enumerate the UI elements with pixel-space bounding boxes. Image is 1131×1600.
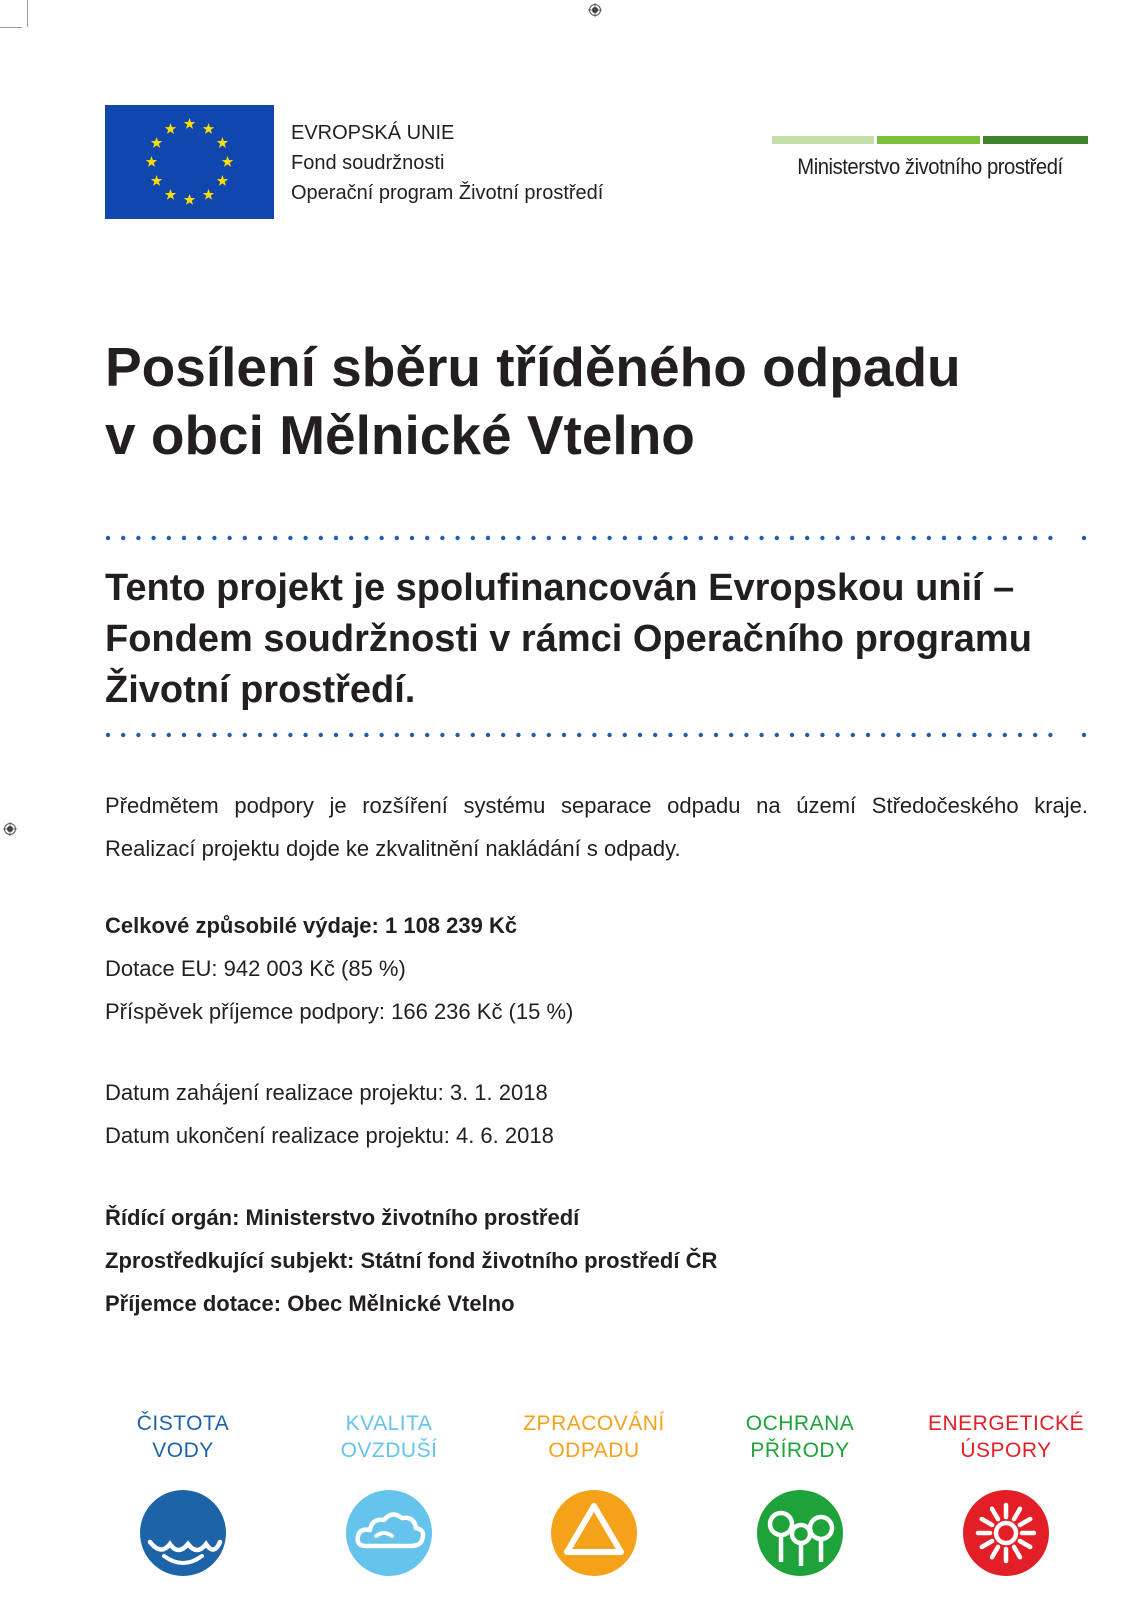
funding-line: Životní prostředí.	[105, 669, 416, 711]
priority-label-line: ČISTOTA	[136, 1412, 230, 1435]
priority-label-line: ODPADU	[548, 1439, 640, 1462]
cloud-icon	[346, 1490, 432, 1576]
title-line: Posílení sběru tříděného odpadu	[105, 336, 961, 398]
priority-air	[289, 1410, 489, 1464]
end-date: Datum ukončení realizace projektu: 4. 6. 2018	[105, 1123, 554, 1148]
project-subject: Předmětem podpory je rozšíření systému separace odpadu na území Středočeského kraje. Realizací projektu dojde ke zkvalitnění nakládání s odpady.	[105, 793, 1088, 861]
priority-energy	[906, 1410, 1106, 1464]
priority-label-line: PŘÍRODY	[750, 1439, 850, 1462]
logo-bar-mid	[877, 136, 980, 144]
registration-mark-icon	[3, 822, 17, 836]
crop-mark	[27, 0, 28, 27]
priority-water	[83, 1410, 283, 1464]
priority-label-line: OVZDUŠÍ	[340, 1439, 438, 1462]
priority-label-line: OCHRANA	[745, 1412, 855, 1435]
recipient-contribution: Příspěvek příjemce podpory: 166 236 Kč (15 %)	[105, 999, 574, 1024]
funding-line: Fondem soudržnosti v rámci Operačního programu	[105, 618, 1032, 660]
priority-label	[289, 1410, 489, 1464]
priority-label-line: VODY	[152, 1439, 214, 1462]
dotted-separator	[105, 535, 1088, 541]
eu-grant: Dotace EU: 942 003 Kč (85 %)	[105, 956, 406, 981]
crop-mark	[0, 27, 22, 28]
priority-label-line: ZPRACOVÁNÍ	[523, 1412, 665, 1435]
total-costs: Celkové způsobilé výdaje: 1 108 239 Kč	[105, 913, 518, 938]
priority-label-line: ENERGETICKÉ	[927, 1412, 1085, 1435]
priority-label	[906, 1410, 1106, 1464]
page-title	[105, 333, 1065, 469]
recycle-triangle-icon	[551, 1490, 637, 1576]
dotted-separator	[105, 732, 1088, 738]
start-date: Datum zahájení realizace projektu: 3. 1. 2018	[105, 1080, 548, 1105]
intermediate-body: Zprostředkující subjekt: Státní fond životního prostředí ČR	[105, 1248, 718, 1273]
funding-statement	[105, 563, 1095, 716]
logo-bar-dark	[983, 136, 1088, 144]
funding-line: Tento projekt je spolufinancován Evropskou unií –	[105, 567, 1015, 609]
priority-nature	[700, 1410, 900, 1464]
trees-icon	[757, 1490, 843, 1576]
managing-authority: Řídící orgán: Ministerstvo životního prostředí	[105, 1205, 580, 1230]
ministry-logo-name: Ministerstvo životního prostředí	[797, 154, 1063, 179]
water-icon	[140, 1490, 226, 1576]
eu-line: Fond soudržnosti	[291, 152, 445, 174]
eu-programme-text	[291, 118, 603, 208]
registration-mark-icon	[588, 3, 602, 17]
title-line: v obci Mělnické Vtelno	[105, 404, 695, 466]
priority-label	[494, 1410, 694, 1464]
grant-recipient: Příjemce dotace: Obec Mělnické Vtelno	[105, 1291, 515, 1316]
priority-label-line: KVALITA	[345, 1412, 433, 1435]
priority-waste	[494, 1410, 694, 1464]
priority-label	[83, 1410, 283, 1464]
eu-flag-icon	[105, 105, 274, 219]
sun-icon	[963, 1490, 1049, 1576]
eu-line: EVROPSKÁ UNIE	[291, 122, 455, 144]
eu-line: Operační program Životní prostředí	[291, 182, 604, 204]
priority-label	[700, 1410, 900, 1464]
ministry-logo-bars	[772, 136, 1088, 144]
priority-label-line: ÚSPORY	[960, 1439, 1052, 1462]
logo-bar-light	[772, 136, 874, 144]
